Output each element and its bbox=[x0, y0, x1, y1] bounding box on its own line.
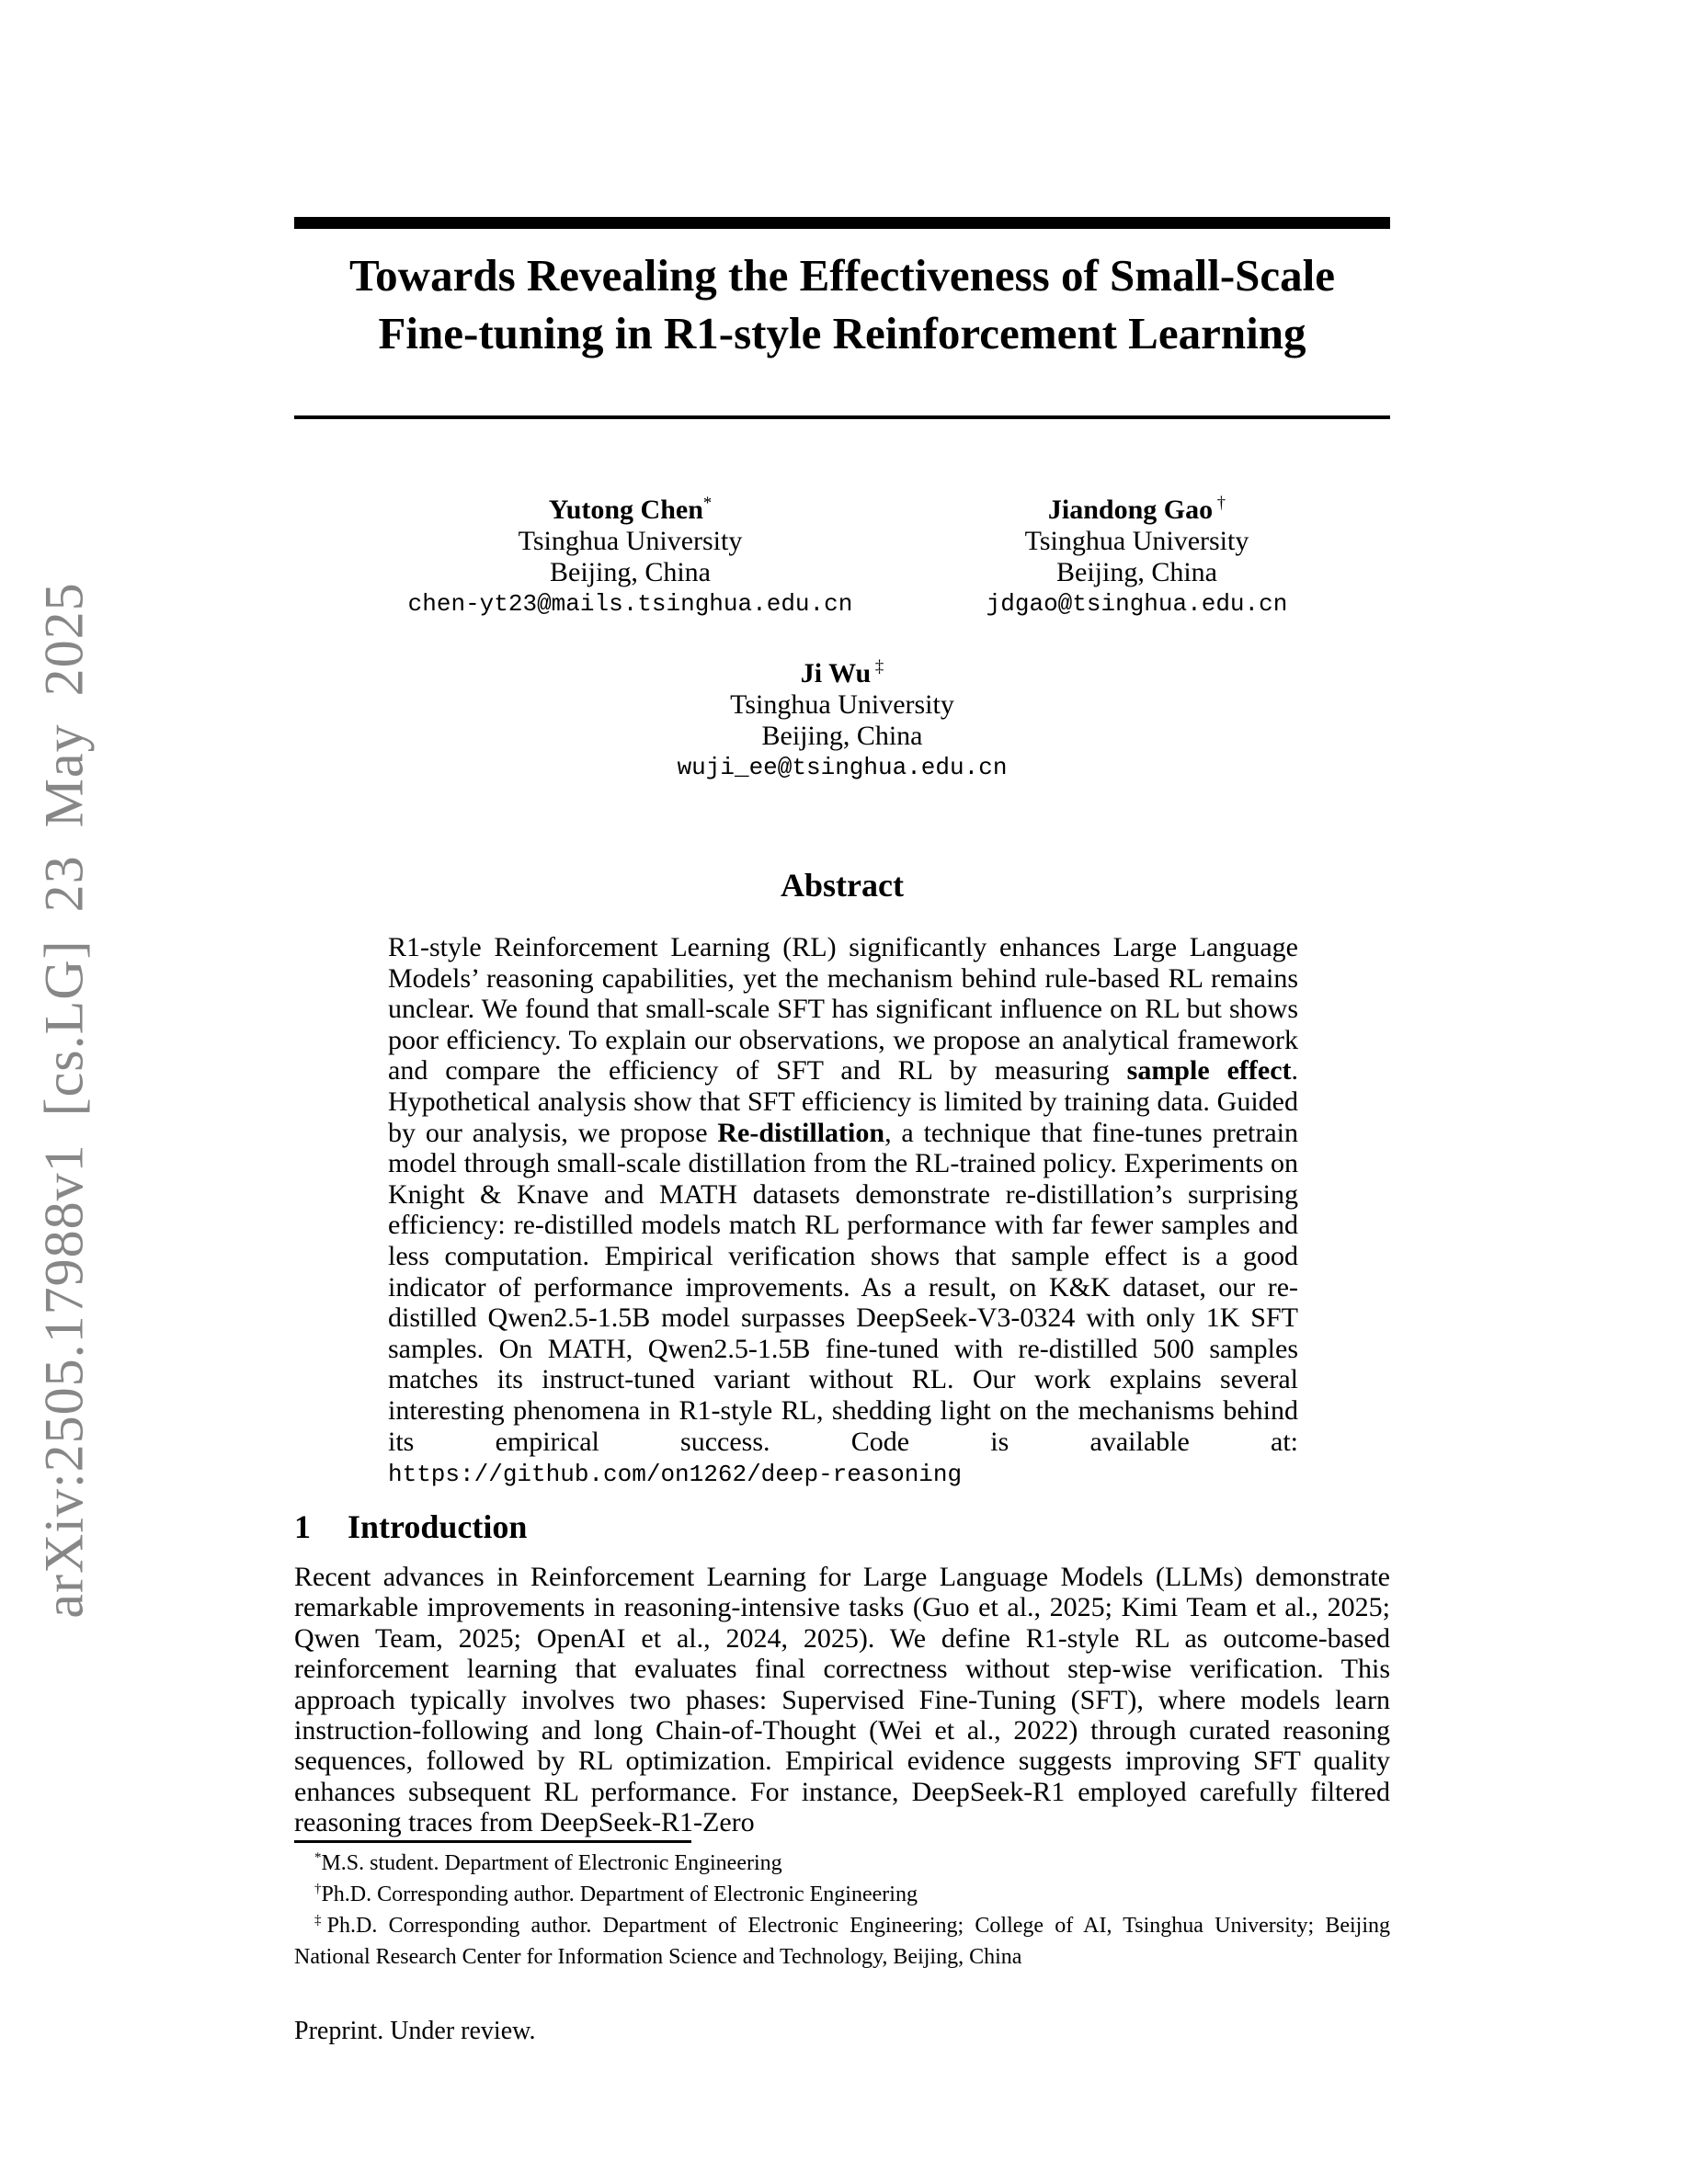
abstract-segment: R1-style Reinforcement Learning (RL) significantly enhances Large Language Models’ reasoning capabilities, yet the mechanism behind rule-based RL remains unclear. We found that small-scale SFT has significant influence on RL but shows poor efficiency. To explain our observations, we propose an analytical framework and compare the efficiency of SFT and RL by measuring bbox=[388, 932, 1298, 1086]
code-repository-link[interactable]: https://github.com/on1262/deep-reasoning bbox=[388, 1461, 963, 1489]
author-affiliation: Tsinghua University bbox=[1024, 526, 1249, 556]
footnote-text: Ph.D. Corresponding author. Department of Electronic Engineering bbox=[321, 1883, 918, 1906]
footnote-1 bbox=[294, 1848, 1390, 1879]
footnote-2 bbox=[294, 1879, 1390, 1910]
section-heading-introduction bbox=[294, 1507, 527, 1546]
abstract-segment: , a technique that fine-tunes pretrain model through small-scale distillation from the RL-trained policy. Experiments on Knight & Knave and MATH datasets demonstrate re-distillation’s surprising efficiency: re-distilled models match RL performance with far fewer samples and less computation. Empirical verification shows that sample effect is a good indicator of performance improvements. As a result, on K&K dataset, our re-distilled Qwen2.5-1.5B model surpasses DeepSeek-V3-0324 with only 1K SFT samples. On MATH, Qwen2.5-1.5B fine-tuned with re-distilled 500 samples matches its instruct-tuned variant without RL. Our work explains several interesting phenomena in R1-style RL, shedding light on the mechanisms behind its empirical success. Code is available at: bbox=[388, 1117, 1298, 1457]
abstract-text bbox=[388, 932, 1298, 1491]
paper-title-line2: Fine-tuning in R1-style Reinforcement Learning bbox=[378, 308, 1306, 358]
footnote-text: M.S. student. Department of Electronic Engineering bbox=[321, 1851, 782, 1875]
footnote-3 bbox=[294, 1910, 1390, 1973]
paper-title-line1: Towards Revealing the Effectiveness of Small-Scale bbox=[349, 250, 1335, 301]
author-block-1 bbox=[377, 495, 884, 620]
author-name: Jiandong Gao bbox=[1047, 495, 1214, 525]
term-re-distillation: Re-distillation bbox=[717, 1117, 885, 1148]
abstract-segment: . Hypothetical analysis show that SFT efficiency is limited by training data. Guided by our analysis, we propose bbox=[388, 1055, 1298, 1148]
arxiv-watermark: arXiv:2505.17988v1 [cs.LG] 23 May 2025 bbox=[33, 582, 95, 1619]
author-name-line bbox=[884, 495, 1390, 526]
abstract-heading: Abstract bbox=[781, 867, 904, 904]
author-marker: ‡ bbox=[871, 657, 884, 677]
author-location: Beijing, China bbox=[761, 721, 923, 751]
top-rule bbox=[294, 217, 1390, 229]
author-location: Beijing, China bbox=[1056, 557, 1217, 587]
footnote-marker: * bbox=[314, 1850, 322, 1865]
author-marker: † bbox=[1213, 494, 1226, 513]
title-rule bbox=[294, 415, 1390, 419]
author-affiliation: Tsinghua University bbox=[518, 526, 743, 556]
footnote-marker: † bbox=[314, 1882, 322, 1896]
footnotes bbox=[294, 1848, 1390, 1973]
footnote-rule bbox=[294, 1840, 691, 1843]
section-number: 1 bbox=[294, 1508, 311, 1545]
author-email: wuji_ee@tsinghua.edu.cn bbox=[677, 754, 1008, 781]
footnote-marker: ‡ bbox=[314, 1913, 327, 1928]
introduction-paragraph: Recent advances in Reinforcement Learning for Large Language Models (LLMs) demonstrate remarkable improvements in reasoning-intensive tasks (Guo et al., 2025; Kimi Team et al., 2025; Qwen Team, 2025; OpenAI et al., 2024, 2025). We define R1-style RL as outcome-based reinforcement learning that evaluates final correctness without step-wise verification. This approach typically involves two phases: Supervised Fine-Tuning (SFT), where models learn instruction-following and long Chain-of-Thought (Wei et al., 2022) through curated reasoning sequences, followed by RL optimization. Empirical evidence suggests improving SFT quality enhances subsequent RL performance. For instance, DeepSeek-R1 employed carefully filtered reasoning traces from DeepSeek-R1-Zero bbox=[294, 1562, 1390, 1838]
paper-page bbox=[294, 0, 1390, 2184]
authors-row bbox=[294, 495, 1390, 620]
author-name: Ji Wu bbox=[800, 658, 872, 688]
footnote-text: Ph.D. Corresponding author. Department of Electronic Engineering; College of AI, Tsinghua University; Beijing National Research Center for Information Science and Technology, Beijing, China bbox=[294, 1914, 1391, 1969]
author-block-3 bbox=[294, 658, 1390, 783]
author-location: Beijing, China bbox=[550, 557, 711, 587]
author-marker: * bbox=[702, 494, 713, 513]
author-name-line bbox=[377, 495, 884, 526]
section-title: Introduction bbox=[348, 1508, 528, 1545]
author-name-line bbox=[294, 658, 1390, 689]
preprint-notice: Preprint. Under review. bbox=[294, 2017, 536, 2045]
paper-title bbox=[294, 246, 1390, 362]
author-email: chen-yt23@mails.tsinghua.edu.cn bbox=[407, 590, 853, 618]
author-block-2 bbox=[884, 495, 1390, 620]
term-sample-effect: sample effect bbox=[1126, 1055, 1292, 1086]
author-name: Yutong Chen bbox=[548, 495, 703, 525]
author-email: jdgao@tsinghua.edu.cn bbox=[986, 590, 1288, 618]
author-affiliation: Tsinghua University bbox=[730, 689, 954, 720]
